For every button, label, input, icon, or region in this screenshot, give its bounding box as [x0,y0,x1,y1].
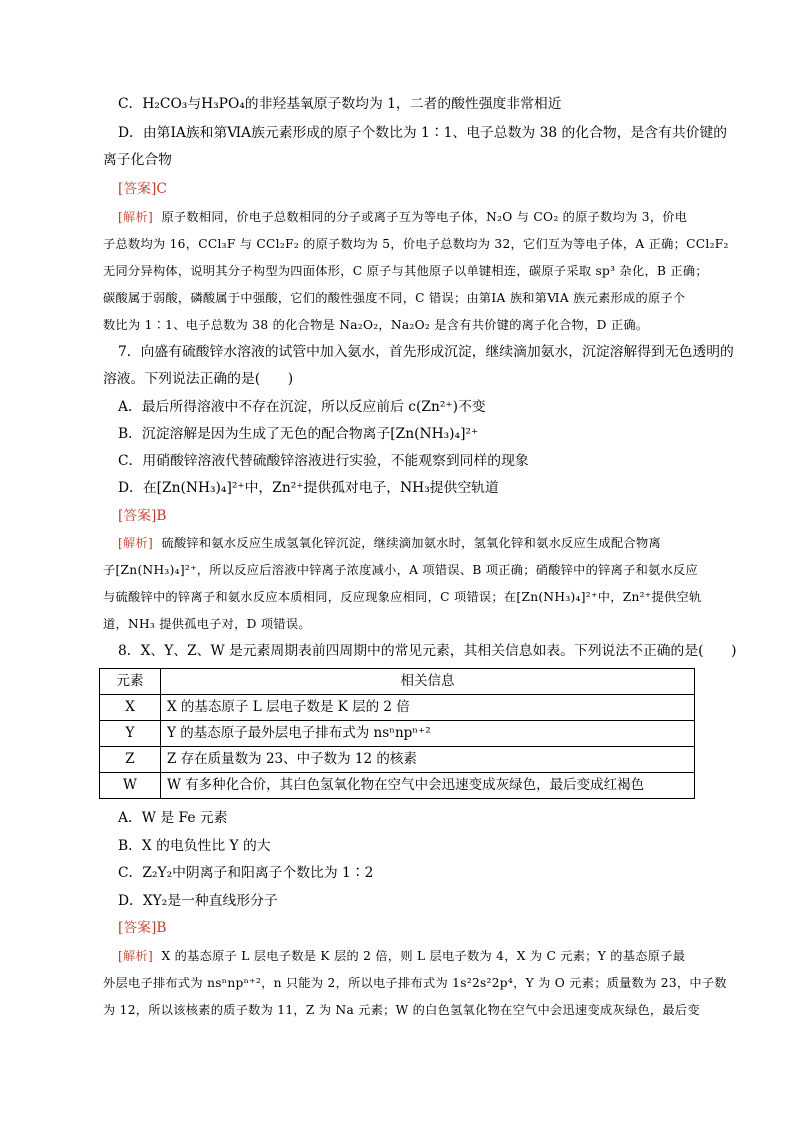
explanation-q6-line4: 碳酸属于弱酸，磷酸属于中强酸，它们的酸性强度不同，C 错误；由第ⅠA 族和第ⅥA 族元素形成的原子个 [103,291,686,305]
option-d-q6-cont: 离子化合物 [103,152,172,168]
table-cell: Z [100,747,161,773]
explanation-q6-line1: [解析] 原子数相同，价电子总数相同的分子或离子互为等电子体，N₂O 与 CO₂ 的原子数均为 3，价电 [118,210,688,224]
answer-tag: [答案] [118,508,157,524]
answer-q7 [118,506,167,526]
answer-value: B [156,920,167,936]
explanation-q7-line2: 子[Zn(NH₃)₄]²⁺，所以反应后溶液中锌离子浓度减小，A 项错误、B 项正确；硝酸锌中的锌离子和氨水反应 [103,563,699,577]
table-row [100,773,695,799]
answer-value: C [156,181,167,197]
explanation-q8-line1: [解析] X 的基态原子 L 层电子数是 K 层的 2 倍，则 L 层电子数为 4，X 为 C 元素；Y 的基态原子最 [118,949,686,963]
explanation-q6-line2: 子总数均为 16，CCl₃F 与 CCl₂F₂ 的原子数均为 5，价电子总数均为 32，它们互为等电子体，A 正确；CCl₂F₂ [103,237,729,251]
option-a-q8: A．W 是 Fe 元素 [118,810,228,826]
explanation-q7-line1: [解析] 硫酸锌和氨水反应生成氢氧化锌沉淀，继续滴加氨水时，氢氧化锌和氨水反应生成配合物离 [118,536,661,550]
table-cell: Y [100,721,161,747]
table-row [100,747,695,773]
element-info-table [99,668,695,799]
option-c-q7: C．用硝酸锌溶液代替硫酸锌溶液进行实验，不能观察到同样的现象 [118,453,529,469]
explanation-q8-line3: 为 12，所以该核素的质子数为 11，Z 为 Na 元素；W 的白色氢氧化物在空气中会迅速变成灰绿色，最后变 [103,1003,700,1017]
option-b-q8: B．X 的电负性比 Y 的大 [118,838,271,854]
table-row [100,695,695,721]
table-row [100,721,695,747]
option-b-q7: B．沉淀溶解是因为生成了无色的配合物离子[Zn(NH₃)₄]²⁺ [118,426,479,442]
option-c-q8: C．Z₂Y₂中阴离子和阳离子个数比为 1∶2 [118,865,374,881]
option-d-q6: D．由第ⅠA族和第ⅥA族元素形成的原子个数比为 1∶1、电子总数为 38 的化合物，是含有共价键的 [118,125,728,141]
table-header-row [100,669,695,695]
table-cell: Z 存在质量数为 23、中子数为 12 的核素 [161,747,695,773]
option-c-q6: C．H₂CO₃与H₃PO₄的非羟基氧原子数均为 1，二者的酸性强度非常相近 [118,96,562,112]
question-7-stem: 7．向盛有硫酸锌水溶液的试管中加入氨水，首先形成沉淀，继续滴加氨水，沉淀溶解得到无色透明的 [118,344,734,360]
explanation-tag: [解析] [118,536,154,550]
question-8-stem: 8．X、Y、Z、W 是元素周期表前四周期中的常见元素，其相关信息如表。下列说法不正确的是( ) [118,643,737,659]
question-7-stem-cont: 溶液。下列说法正确的是( ) [103,371,294,387]
table-cell: W [100,773,161,799]
answer-q8 [118,918,167,938]
explanation-q6-line3: 无同分异构体，说明其分子构型为四面体形，C 原子与其他原子以单键相连，碳原子采取 sp³ 杂化，B 正确； [103,264,708,278]
option-a-q7: A．最后所得溶液中不存在沉淀，所以反应前后 c(Zn²⁺)不变 [118,399,486,415]
explanation-q7-line3: 与硫酸锌中的锌离子和氨水反应本质相同，反应现象应相同，C 项错误；在[Zn(NH₃)₄]²⁺中，Zn²⁺提供空轨 [103,590,702,604]
explanation-tag: [解析] [118,210,154,224]
explanation-q8-line2: 外层电子排布式为 nsⁿnpⁿ⁺²，n 只能为 2，所以电子排布式为 1s²2s²2p⁴，Y 为 O 元素；质量数为 23，中子数 [103,976,727,990]
table-header-cell: 相关信息 [161,669,695,695]
answer-value: B [156,508,167,524]
answer-tag: [答案] [118,920,157,936]
table-header-cell: 元素 [100,669,161,695]
answer-q6 [118,179,167,199]
explanation-q6-line5: 数比为 1∶1、电子总数为 38 的化合物是 Na₂O₂，Na₂O₂ 是含有共价键的离子化合物，D 正确。 [103,318,649,332]
answer-tag: [答案] [118,181,157,197]
option-d-q8: D．XY₂是一种直线形分子 [118,893,278,909]
table-cell: X 的基态原子 L 层电子数是 K 层的 2 倍 [161,695,695,721]
table-cell: X [100,695,161,721]
table-cell: W 有多种化合价，其白色氢氧化物在空气中会迅速变成灰绿色，最后变成红褐色 [161,773,695,799]
table-cell: Y 的基态原子最外层电子排布式为 nsⁿnpⁿ⁺² [161,721,695,747]
explanation-q7-line4: 道，NH₃ 提供孤电子对，D 项错误。 [103,617,311,631]
option-d-q7: D．在[Zn(NH₃)₄]²⁺中，Zn²⁺提供孤对电子，NH₃提供空轨道 [118,480,499,496]
explanation-tag: [解析] [118,949,154,963]
